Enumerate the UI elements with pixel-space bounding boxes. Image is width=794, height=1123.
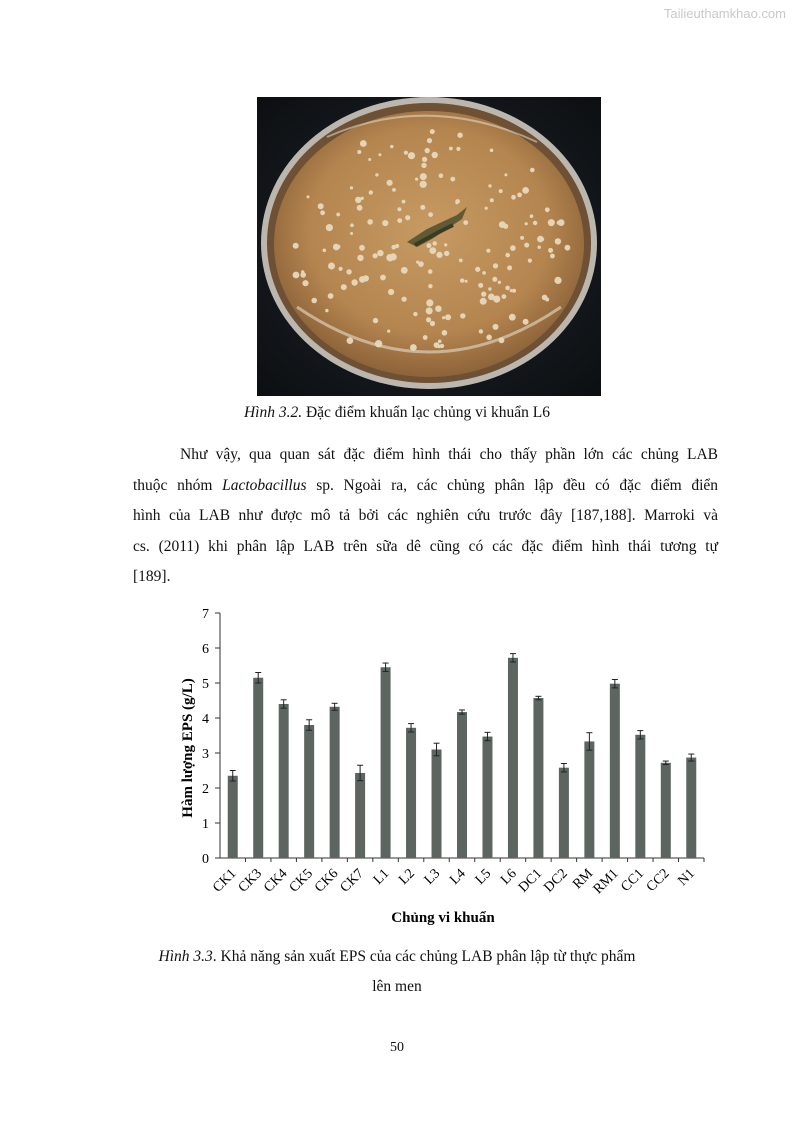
x-tick-label: N1	[675, 866, 699, 889]
bar-CK5	[304, 725, 314, 858]
colony	[565, 245, 571, 251]
eps-bar-chart	[160, 600, 720, 930]
colony	[433, 241, 437, 245]
colony	[350, 232, 353, 235]
x-tick-label: CK1	[210, 866, 240, 896]
colony	[525, 222, 528, 225]
colony	[397, 207, 401, 211]
colony	[499, 337, 505, 343]
colony	[511, 195, 516, 200]
colony	[439, 173, 444, 178]
colony	[488, 287, 491, 290]
colony	[323, 249, 327, 253]
bar-N1	[686, 758, 696, 858]
colony	[557, 221, 561, 225]
colony	[357, 150, 361, 154]
colony	[457, 133, 462, 138]
colony	[478, 283, 483, 288]
bar-L2	[406, 728, 416, 858]
colony	[444, 243, 447, 246]
colony	[455, 199, 460, 204]
bar-CC2	[661, 763, 671, 858]
x-tick-label: L6	[498, 866, 520, 888]
colony	[426, 307, 433, 314]
colony	[426, 317, 431, 322]
colony	[541, 238, 545, 242]
bar-CC1	[635, 735, 645, 858]
colony	[493, 324, 499, 330]
colony	[492, 277, 497, 282]
colony	[434, 342, 440, 348]
colony	[375, 340, 382, 347]
x-tick-label: L5	[472, 866, 495, 888]
figure-caption-text: . Khả năng sản xuất EPS của các chủng LAB phân lập từ thực phẩm	[212, 948, 636, 965]
colony	[416, 261, 419, 264]
x-tick-label: RM	[570, 866, 597, 893]
colony	[507, 265, 512, 270]
colony	[442, 330, 448, 336]
colony	[420, 181, 427, 188]
figure-caption-text: Đặc điểm khuẩn lạc chủng vi khuẩn L6	[302, 404, 551, 421]
colony	[375, 173, 378, 176]
colony	[328, 263, 335, 270]
watermark: Tailieuthamkhao.com	[663, 6, 786, 21]
colony	[293, 243, 299, 249]
colony	[378, 153, 381, 156]
colony	[428, 212, 433, 217]
colony	[505, 286, 510, 291]
colony	[481, 292, 486, 297]
y-tick-label: 2	[202, 782, 209, 797]
colony	[388, 289, 394, 295]
colony	[463, 220, 468, 225]
colony	[346, 269, 351, 274]
x-axis-label: Chủng vi khuẩn	[391, 910, 495, 926]
colony	[493, 263, 498, 268]
x-tick-label: L1	[370, 866, 393, 888]
colony	[459, 259, 463, 263]
bar-L1	[381, 667, 391, 858]
paragraph-line: Như vậy, qua quan sát đặc điểm hình thái cho thấy phần lớn các chủng LAB	[180, 446, 718, 463]
body-paragraph	[133, 440, 718, 593]
colony	[325, 309, 328, 312]
colony	[436, 252, 442, 258]
colony	[486, 335, 492, 341]
y-tick-label: 7	[202, 607, 209, 622]
colony	[499, 221, 506, 228]
colony	[425, 148, 430, 153]
colony	[498, 281, 501, 284]
colony	[530, 214, 534, 218]
colony	[504, 173, 507, 176]
colony	[449, 147, 453, 151]
colony	[336, 213, 340, 217]
colony	[444, 251, 449, 256]
colony	[326, 224, 333, 231]
colony	[482, 271, 486, 275]
colony	[530, 168, 535, 173]
colony	[488, 294, 495, 301]
colony	[302, 280, 308, 286]
colony	[421, 163, 426, 168]
colony	[524, 243, 529, 248]
x-tick-label: CK4	[261, 866, 291, 896]
figure-label: Hình 3.3	[158, 948, 213, 965]
colony	[382, 220, 388, 226]
colony	[351, 279, 357, 285]
colony	[423, 335, 428, 340]
colony	[428, 284, 432, 288]
colony	[450, 177, 455, 182]
colony	[432, 152, 438, 158]
colony	[402, 200, 406, 204]
colony	[490, 149, 494, 153]
colony	[293, 272, 300, 279]
colony	[420, 173, 427, 180]
colony	[405, 215, 410, 220]
colony	[440, 344, 444, 348]
colony	[438, 340, 442, 344]
colony	[377, 250, 383, 256]
colony	[350, 223, 354, 227]
colony	[359, 245, 365, 251]
colony	[520, 236, 524, 240]
y-axis-label: Hàm lượng EPS (g/L)	[180, 678, 196, 818]
colony	[413, 312, 417, 316]
bar-DC2	[559, 768, 569, 858]
bar-CK1	[228, 776, 238, 858]
colony	[488, 184, 491, 187]
colony	[368, 158, 371, 161]
paragraph-line: cs. (2011) khi phân lập LAB trên sữa dê cũng có các đặc điểm hình thái tương tự	[133, 537, 718, 555]
x-tick-label: CK5	[286, 866, 316, 896]
figure-3-3-caption-line2: lên men	[372, 978, 422, 995]
colony	[465, 280, 468, 283]
paragraph-line: [189].	[133, 568, 171, 585]
colony	[360, 140, 367, 147]
bar-RM1	[610, 684, 620, 858]
colony	[426, 243, 431, 248]
colony	[390, 145, 393, 148]
y-tick-label: 0	[202, 852, 209, 867]
colony	[442, 316, 445, 319]
colony	[387, 180, 393, 186]
colony	[475, 267, 480, 272]
colony	[555, 238, 561, 244]
colony	[499, 189, 503, 193]
colony	[361, 197, 364, 200]
colony	[373, 318, 378, 323]
x-tick-label: L3	[421, 866, 444, 888]
x-tick-label: CC1	[618, 866, 648, 895]
colony	[401, 267, 408, 274]
colony	[522, 187, 529, 194]
colony	[387, 330, 390, 333]
colony	[347, 337, 354, 344]
y-tick-label: 4	[202, 712, 209, 727]
colony	[301, 270, 304, 273]
figure-3-3-caption	[0, 948, 794, 966]
colony	[545, 298, 549, 302]
colony	[410, 344, 417, 351]
colony	[369, 190, 373, 194]
colony	[408, 152, 415, 159]
colony	[437, 307, 442, 312]
bar-L3	[432, 750, 442, 859]
colony	[517, 193, 522, 198]
petri-dish-photo	[257, 97, 601, 396]
colony	[357, 255, 363, 261]
x-tick-label: DC2	[541, 866, 571, 896]
colony	[480, 298, 487, 305]
colony	[355, 197, 361, 203]
y-tick-label: 3	[202, 747, 209, 762]
colony	[350, 186, 353, 189]
colony	[460, 278, 464, 282]
x-tick-label: CC2	[643, 866, 673, 895]
colony	[528, 259, 532, 263]
colony	[426, 299, 433, 306]
colony	[490, 198, 494, 202]
colony	[318, 203, 324, 209]
bar-DC1	[533, 698, 543, 858]
colony	[533, 221, 537, 225]
colony	[430, 129, 435, 134]
y-tick-label: 5	[202, 677, 209, 692]
colony	[391, 245, 396, 250]
colony	[550, 254, 555, 259]
colony	[390, 253, 397, 260]
colony	[341, 284, 347, 290]
colony	[428, 269, 433, 274]
colony	[510, 289, 513, 292]
page-number: 50	[390, 1040, 404, 1055]
colony	[402, 297, 407, 302]
colony	[307, 195, 310, 198]
colony	[485, 207, 488, 210]
colony	[456, 147, 460, 151]
x-tick-label: CK3	[235, 866, 266, 896]
colony	[445, 314, 451, 320]
colony	[357, 205, 363, 211]
colony	[404, 151, 408, 155]
figure-label: Hình 3.2.	[243, 404, 303, 421]
colony	[373, 253, 378, 258]
y-tick-label: 1	[202, 817, 209, 832]
colony	[460, 313, 465, 318]
colony	[502, 294, 507, 299]
bar-L5	[482, 737, 492, 858]
colony	[554, 277, 561, 284]
bar-CK4	[279, 704, 289, 858]
y-tick-label: 6	[202, 642, 209, 657]
colony	[486, 249, 490, 253]
colony	[420, 205, 425, 210]
bar-CK7	[355, 773, 365, 858]
colony	[367, 219, 373, 225]
colony	[392, 188, 396, 192]
bar-L6	[508, 658, 518, 858]
colony	[339, 267, 343, 271]
bar-RM	[584, 741, 594, 858]
colony	[538, 246, 541, 249]
paragraph-line: thuộc nhóm Lactobacillus sp. Ngoài ra, các chủng phân lập đều có đặc điểm điển	[133, 476, 718, 494]
colony	[430, 321, 435, 326]
paragraph-line: hình của LAB như được mô tả bởi các nghiên cứu trước đây [187,188]. Marroki và	[133, 507, 718, 524]
colony	[380, 275, 386, 281]
x-tick-label: CK6	[312, 866, 342, 896]
bar-L4	[457, 712, 467, 858]
colony	[333, 244, 338, 249]
figure-3-2-caption	[0, 404, 794, 422]
colony	[429, 247, 436, 254]
colony	[311, 298, 317, 304]
bar-CK6	[330, 707, 340, 858]
bar-CK3	[253, 678, 263, 858]
x-tick-label: RM1	[590, 866, 622, 898]
colony	[505, 253, 510, 258]
colony	[427, 138, 432, 143]
x-tick-label: CK7	[337, 866, 367, 896]
colony	[509, 314, 516, 321]
colony	[548, 219, 555, 226]
colony	[328, 293, 334, 299]
colony	[397, 218, 402, 223]
colony	[479, 329, 483, 333]
colony	[415, 178, 418, 181]
colony	[523, 319, 529, 325]
colony	[548, 248, 553, 253]
x-tick-label: L2	[396, 866, 418, 888]
x-tick-label: DC1	[515, 866, 546, 896]
colony	[359, 276, 366, 283]
colony	[545, 207, 550, 212]
colony	[422, 157, 427, 162]
colony	[320, 210, 325, 215]
italic-genus: Lactobacillus	[222, 476, 307, 494]
colony	[510, 245, 516, 251]
x-tick-label: L4	[447, 866, 469, 888]
